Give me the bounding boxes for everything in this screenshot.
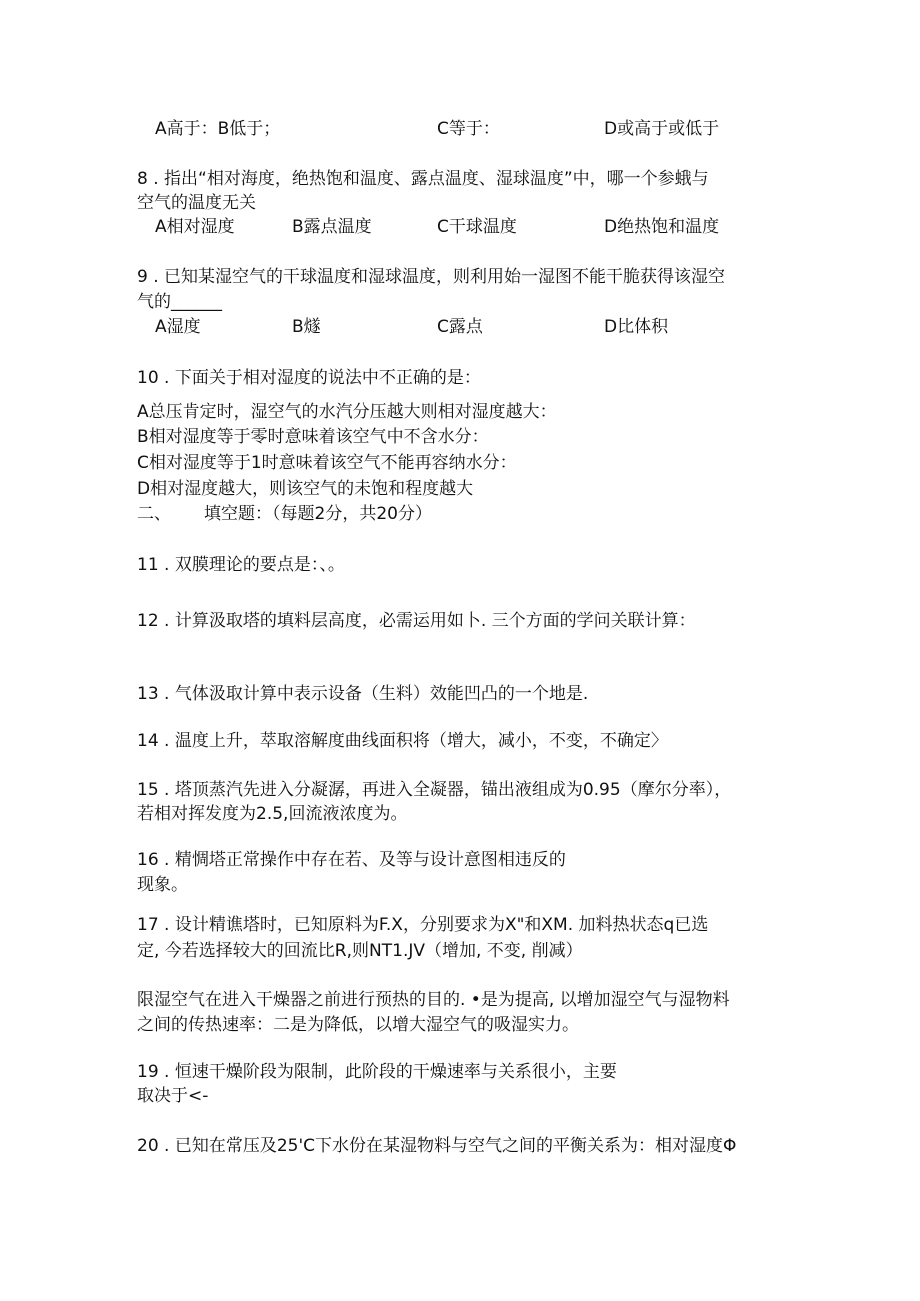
q8-line-1: 8 . 指出“相对海度，绝热饱和温度、露点温度、湿球温度”中，哪一个参蛾与: [137, 169, 709, 189]
q9-option-a: A湿度: [155, 317, 201, 337]
q9-line-1: 9 . 已知某湿空气的干球温度和湿球温度，则利用始一湿图不能干脆获得该湿空: [137, 267, 726, 287]
q8-option-c: C干球温度: [437, 217, 517, 237]
q15-line-1: 15 . 塔顶蒸汽先进入分凝潺，再进入全凝器，锚出液组成为0.95（摩尔分率），: [137, 780, 732, 800]
q15-line-2: 若相对挥发度为2.5,回流液浓度为。: [137, 804, 408, 824]
q11: 11 . 双膜理论的要点是：、。: [137, 555, 345, 575]
q18-line-1: 限湿空气在进入干燥器之前进行预热的目的. •是为提高, 以增加湿空气与湿物料: [137, 990, 730, 1010]
q20: 20 . 已知在常压及25'C下水份在某湿物料与空气之间的平衡关系为：相对湿度Φ: [137, 1136, 737, 1156]
q7-option-c: C等于：: [437, 119, 500, 139]
q10-option-a: A总压肯定时，湿空气的水汽分压越大则相对湿度越大：: [137, 402, 557, 422]
q16-line-2: 现象。: [137, 875, 188, 895]
q13: 13 . 气体汲取计算中表示设备（生料）效能凹凸的一个地是.: [137, 684, 589, 704]
q8-option-a: A相对湿度: [155, 217, 235, 237]
q17-line-2: 定, 今若选择较大的回流比R,则NT1.JV（增加, 不变, 削减）: [137, 941, 583, 961]
q8-option-b: B露点温度: [292, 217, 372, 237]
section-number: 二、: [137, 504, 171, 524]
q10-stem: 10 . 下面关于相对湿度的说法中不正确的是：: [137, 368, 481, 388]
q9-option-b: B燧: [292, 317, 321, 337]
q12: 12 . 计算汲取塔的填料层高度，必需运用如卜. 三个方面的学问关联计算：: [137, 611, 696, 631]
q9-line-2: 气的______: [137, 292, 222, 312]
q7-option-a-b: A高于：B低于；: [155, 119, 281, 139]
q14: 14 . 温度上升，萃取溶解度曲线面积将（增大，减小，不变，不确定〉: [137, 731, 668, 751]
q16-line-1: 16 . 精惆塔正常操作中存在若、及等与设计意图相违反的: [137, 850, 566, 870]
q19-line-1: 19 . 恒速干燥阶段为限制，此阶段的干燥速率与关系很小，主要: [137, 1062, 617, 1082]
q9-option-c: C露点: [437, 317, 483, 337]
q17-line-1: 17 . 设计精谯塔时，已知原料为F.X，分别要求为X"和XM. 加料热状态q已选: [137, 915, 709, 935]
q18-line-2: 之间的传热速率：二是为降低，以增大湿空气的吸湿实力。: [137, 1015, 579, 1035]
q8-line-2: 空气的温度无关: [137, 193, 256, 213]
q10-option-b: B相对湿度等于零时意味着该空气中不含水分：: [137, 427, 489, 447]
q10-option-d: D相对湿度越大，则该空气的未饱和程度越大: [137, 479, 474, 499]
q8-option-d: D绝热饱和温度: [604, 217, 720, 237]
q9-option-d: D比体积: [604, 317, 669, 337]
q10-option-c: C相对湿度等于1时意味着该空气不能再容纳水分：: [137, 453, 517, 473]
q19-line-2: 取决于<-: [137, 1086, 209, 1106]
q7-option-d: D或高于或低于: [604, 119, 720, 139]
section-title: 填空题：（每题2分，共20分）: [204, 504, 432, 524]
